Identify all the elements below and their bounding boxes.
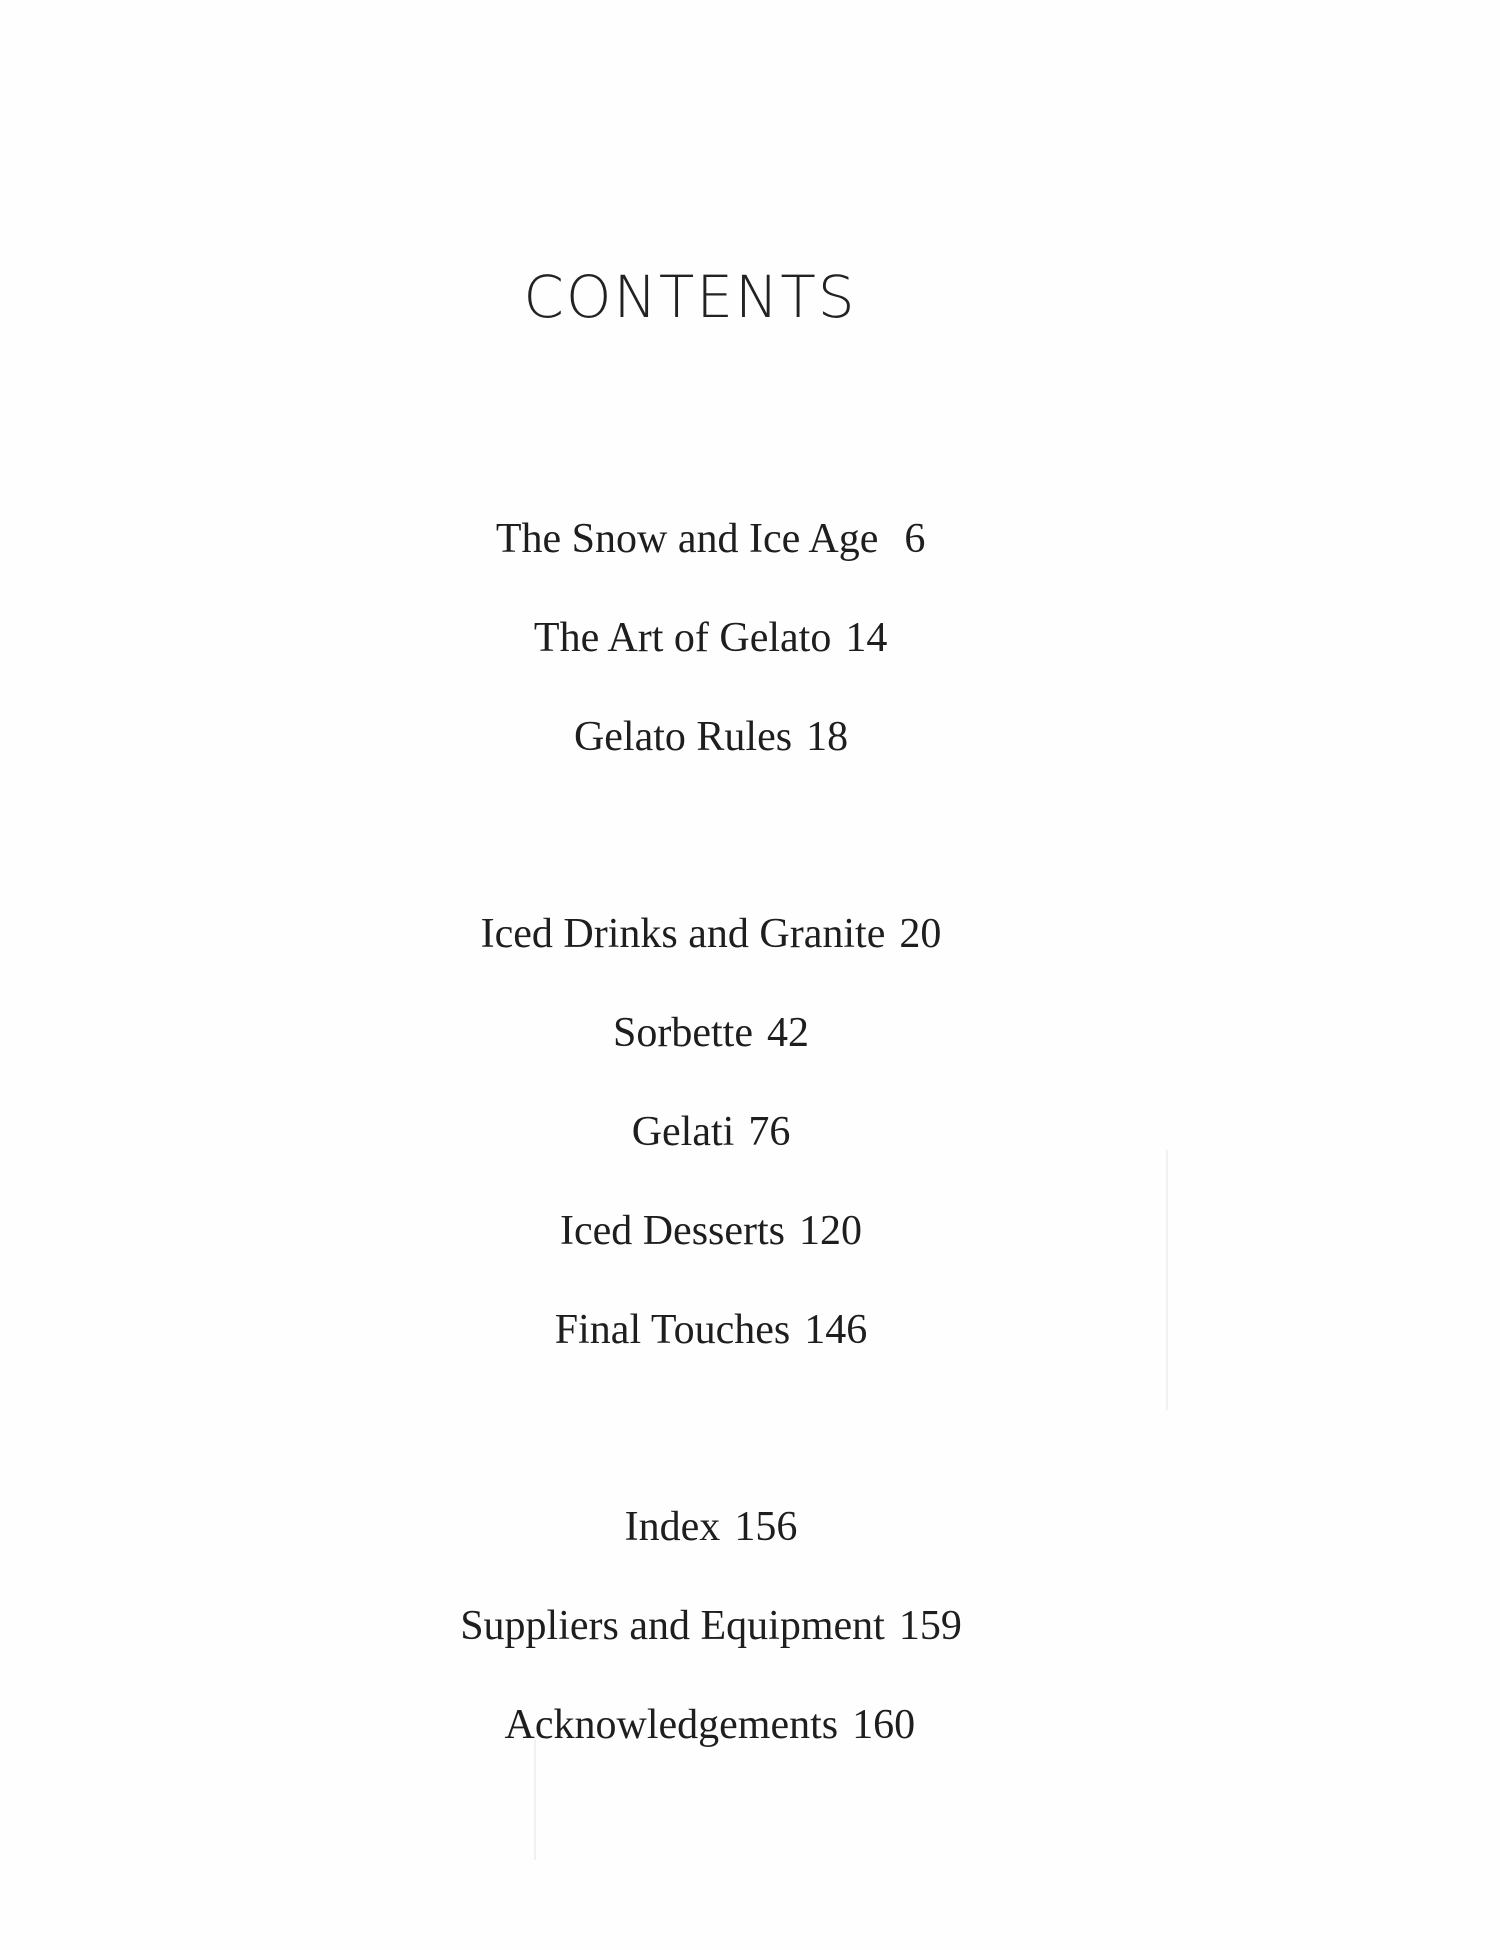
toc-entry-page: 76 <box>748 1109 791 1155</box>
toc-entry-label: Gelato Rules <box>573 714 793 760</box>
toc-entry[interactable] <box>0 1267 1380 1393</box>
toc-entry-label: Final Touches <box>554 1307 791 1353</box>
toc-entry-label: Suppliers and Equipment <box>460 1603 885 1649</box>
toc-entry-label: The Art of Gelato <box>533 615 832 661</box>
toc-entry-label: The Snow and Ice Age <box>495 516 879 562</box>
toc-entry[interactable] <box>0 674 1380 800</box>
toc-entry-page: 18 <box>806 714 849 760</box>
toc-entry-page: 156 <box>734 1504 798 1550</box>
page-title: CONTENTS <box>523 263 857 331</box>
toc-entry-page: 20 <box>899 911 942 957</box>
toc-entry-label: Iced Drinks and Granite <box>480 911 886 957</box>
toc-entry-page: 42 <box>766 1010 809 1056</box>
toc-entry-label: Iced Desserts <box>559 1208 786 1254</box>
toc-entry-label: Sorbette <box>613 1010 753 1056</box>
toc-entry-page: 6 <box>904 516 926 562</box>
toc-entry-label: Gelati <box>631 1109 735 1155</box>
toc-entry-label: Acknowledgements <box>504 1702 839 1748</box>
toc-entry-page: 14 <box>845 615 888 661</box>
toc-entry-page: 160 <box>852 1702 916 1748</box>
toc-entry-page: 120 <box>799 1208 863 1254</box>
toc-entry-page: 146 <box>804 1307 868 1353</box>
toc-entry-label: Index <box>624 1504 721 1550</box>
toc-entry-page: 159 <box>898 1603 962 1649</box>
toc-entry[interactable] <box>0 1662 1380 1788</box>
